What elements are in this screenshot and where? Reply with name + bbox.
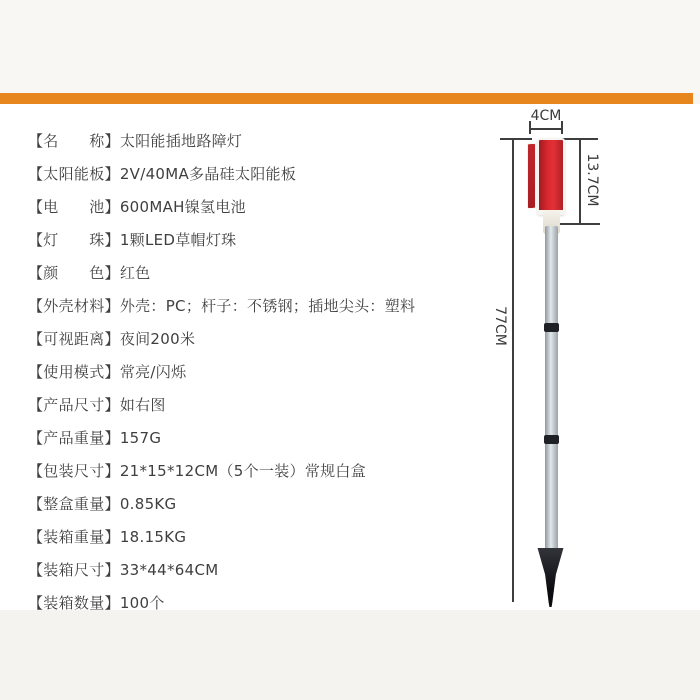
- spec-value: 33*44*64CM: [119, 560, 219, 579]
- spec-row-name: [28, 124, 468, 157]
- spec-row-carton-size: [28, 553, 468, 586]
- total-height-dimension-tick-top: [500, 138, 532, 140]
- spec-label: 【名 称】: [28, 132, 120, 150]
- spec-label: 【产品尺寸】: [28, 396, 120, 414]
- spec-row-led: [28, 223, 468, 256]
- spec-row-color: [28, 256, 468, 289]
- spec-value: 0.85KG: [119, 494, 177, 513]
- spec-value: 常亮/闪烁: [119, 363, 187, 381]
- spec-row-material: [28, 289, 468, 322]
- ground-spike-tip: [537, 548, 564, 607]
- spec-label: 【颜 色】: [28, 264, 120, 282]
- head-width-dimension-tick-left: [529, 121, 531, 134]
- spec-label: 【产品重量】: [28, 429, 120, 447]
- orange-divider-bar: [0, 93, 693, 104]
- spec-label: 【使用模式】: [28, 363, 120, 381]
- spec-row-visible-distance: [28, 322, 468, 355]
- head-width-dimension-line: [529, 128, 563, 130]
- spec-label: 【装箱数量】: [28, 594, 120, 610]
- spec-label: 【电 池】: [28, 198, 120, 216]
- spec-label: 【整盒重量】: [28, 495, 120, 513]
- spec-label: 【装箱重量】: [28, 528, 120, 546]
- spec-label: 【可视距离】: [28, 330, 120, 348]
- product-spec-panel: [0, 104, 700, 610]
- pole-joint-band: [544, 435, 559, 444]
- spec-label: 【外壳材料】: [28, 297, 120, 315]
- bottom-margin-area: [0, 610, 700, 700]
- spec-value: 18.15KG: [119, 527, 187, 546]
- stainless-steel-pole: [545, 226, 558, 554]
- lamp-head-front-reflector: [537, 138, 565, 215]
- head-height-dimension-tick-bottom: [556, 223, 600, 225]
- spec-value: 2V/40MA多晶硅太阳能板: [119, 165, 297, 183]
- product-dimension-figure: [480, 104, 700, 610]
- spec-value: 红色: [119, 264, 151, 282]
- spec-row-carton-weight: [28, 520, 468, 553]
- head-height-dimension-line: [579, 138, 581, 225]
- spec-label: 【太阳能板】: [28, 165, 120, 183]
- spec-value: 夜间200米: [119, 330, 196, 348]
- spec-value: 100个: [119, 594, 165, 610]
- spec-row-solar-panel: [28, 157, 468, 190]
- lamp-head-side-reflector: [527, 143, 536, 209]
- spec-row-carton-quantity: [28, 586, 468, 610]
- head-width-dimension-tick-right: [561, 121, 563, 134]
- pole-joint-band: [544, 323, 559, 332]
- total-height-dimension-line: [512, 138, 514, 602]
- top-margin-area: [0, 0, 700, 93]
- spec-label: 【包装尺寸】: [28, 462, 120, 480]
- spec-row-box-weight: [28, 487, 468, 520]
- spec-row-mode: [28, 355, 468, 388]
- spec-value: 外壳：PC；杆子：不锈钢；插地尖头：塑料: [119, 297, 416, 315]
- spec-row-product-weight: [28, 421, 468, 454]
- spec-row-product-size: [28, 388, 468, 421]
- spec-value: 1颗LED草帽灯珠: [119, 231, 237, 249]
- spec-row-battery: [28, 190, 468, 223]
- spec-value: 600MAH镍氢电池: [119, 198, 246, 216]
- total-height-dimension-label: 77CM: [492, 306, 508, 346]
- spec-value: 太阳能插地路障灯: [119, 132, 243, 150]
- spec-value: 21*15*12CM（5个一装）常规白盒: [119, 462, 367, 480]
- spec-label: 【灯 珠】: [28, 231, 120, 249]
- head-height-dimension-label: 13.7CM: [584, 153, 600, 207]
- spec-list: [28, 124, 468, 610]
- head-width-dimension-label: 4CM: [530, 108, 562, 124]
- spec-label: 【装箱尺寸】: [28, 561, 120, 579]
- spec-row-package-size: [28, 454, 468, 487]
- spec-value: 如右图: [119, 396, 166, 414]
- spec-value: 157G: [119, 428, 162, 447]
